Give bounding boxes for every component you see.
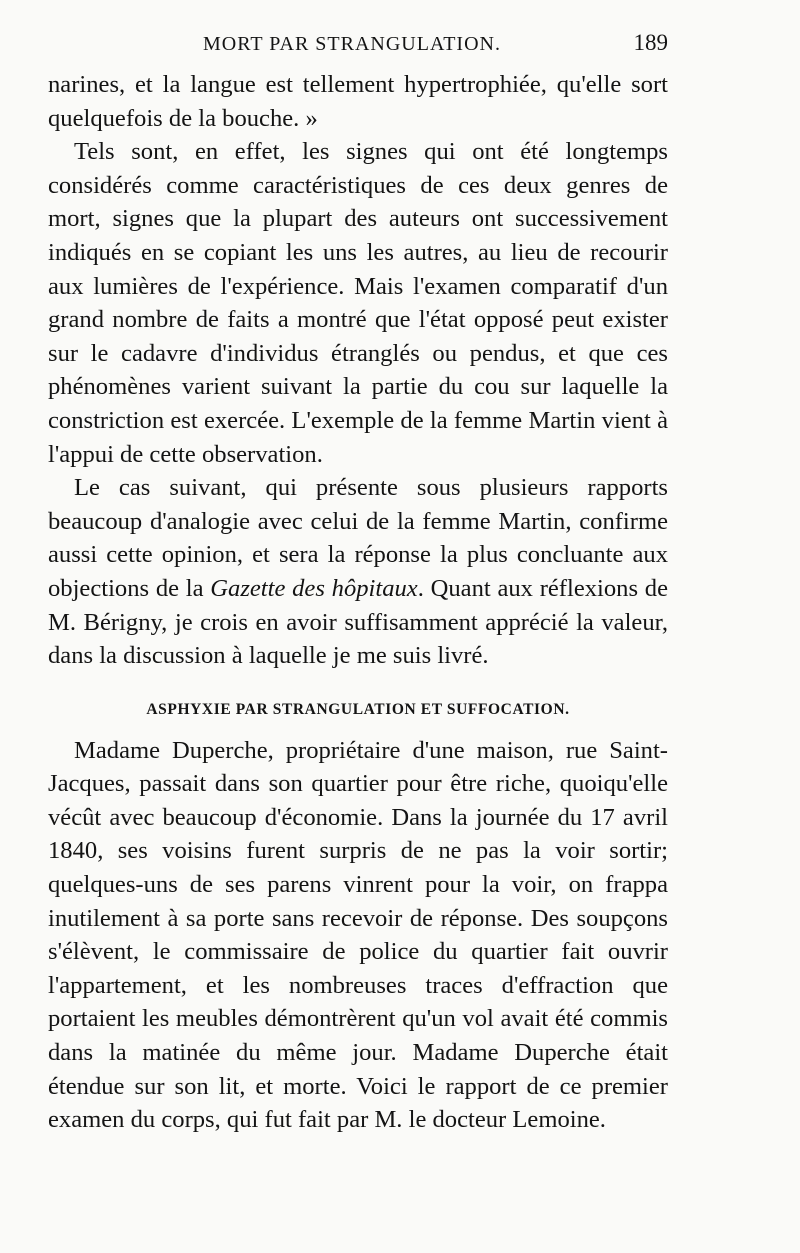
paragraph-case-intro (48, 471, 668, 673)
journal-title: Gazette des hôpitaux (210, 574, 418, 602)
paragraph-case-report: Madame Duperche, propriétaire d'une maison, rue Saint-Jacques, passait dans son quartier pour être riche, quoiqu'elle vécût avec beaucoup d'économie. Dans la journée du 17 avril 1840, ses voisins furent surpris de ne pas la voir sortir; quelques-uns de ses parens vinrent pour la voir, on frappa inutilement à sa porte sans recevoir de réponse. Des soupçons s'élèvent, le commissaire de police du quartier fait ouvrir l'appartement, et les nombreuses traces d'effraction que portaient les meubles démontrèrent qu'un vol avait été commis dans la matinée du même jour. Madame Duperche était étendue sur son lit, et morte. Voici le rapport de ce premier examen du corps, qui fut fait par M. le docteur Lemoine. (48, 736, 668, 1134)
running-head (48, 30, 668, 70)
body-text (48, 68, 668, 1137)
running-title: MORT PAR STRANGULATION. (203, 33, 501, 55)
section-heading: ASPHYXIE PAR STRANGULATION ET SUFFOCATION. (146, 700, 570, 718)
paragraph-continuation: narines, et la langue est tellement hypertrophiée, qu'elle sort quelquefois de la bouche. » (48, 71, 668, 132)
paragraph-signs: Tels sont, en effet, les signes qui ont été longtemps considérés comme caractéristiques de ces deux genres de mort, signes que la plupart des auteurs ont successivement indiqués en se copiant les uns les autres, au lieu de recourir aux lumières de l'expérience. Mais l'examen comparatif d'un grand nombre de faits a montré que l'état opposé peut exister sur le cadavre d'individus étranglés ou pendus, et que ces phénomènes varient suivant la partie du cou sur laquelle la constriction est exercée. L'exemple de la femme Martin vient à l'appui de cette observation. (48, 138, 668, 468)
page-number: 189 (633, 30, 668, 55)
paragraph-text: Le cas suivant, qui présente sous plusieurs rapports beaucoup d'analogie avec celui de la femme Martin, confirme aussi cette opinion, et sera la réponse la plus concluante aux objections de la (48, 474, 668, 602)
paragraph-text: . Quant aux réflexions de M. Bérigny, je crois en avoir suffisamment apprécié la valeur, dans la discussion à laquelle je me suis livré. (48, 574, 668, 670)
